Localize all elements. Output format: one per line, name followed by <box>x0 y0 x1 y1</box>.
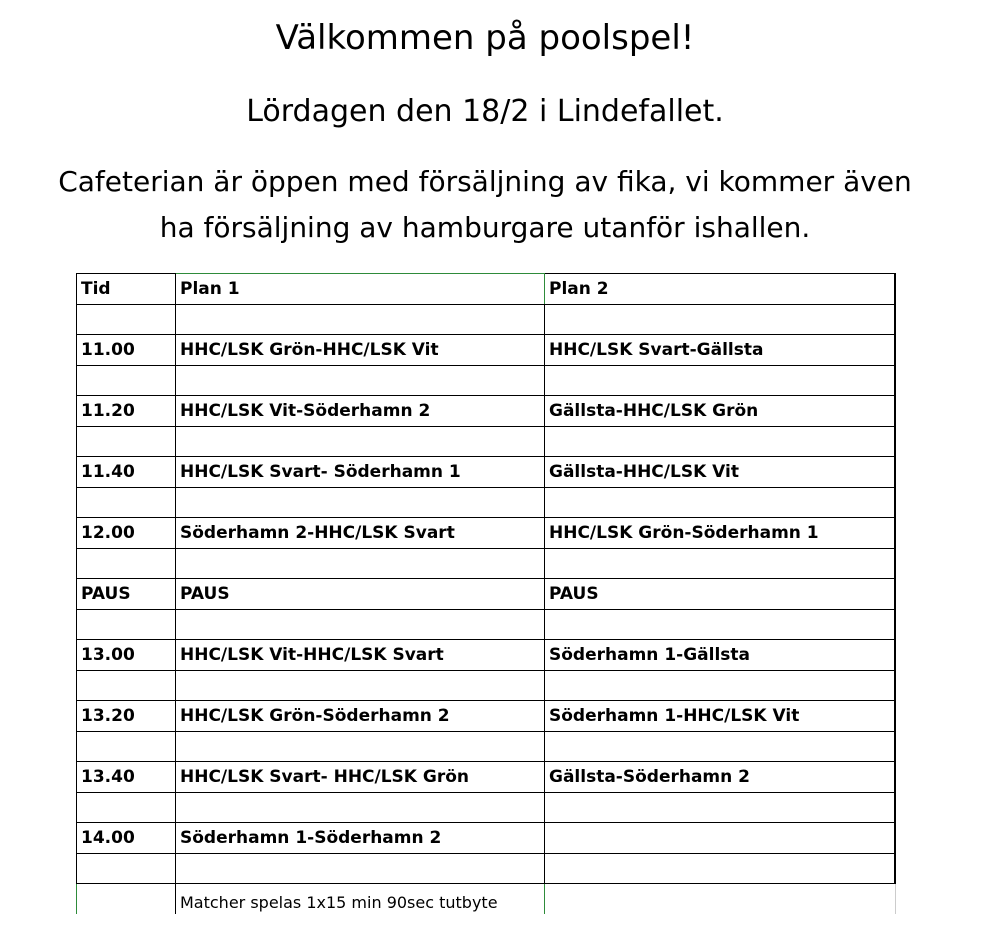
table-spacer-row <box>77 549 896 579</box>
spacer-cell <box>77 305 176 335</box>
spacer-cell <box>545 610 896 640</box>
plan-2-match-cell: PAUS <box>545 579 896 610</box>
table-spacer-row <box>77 427 896 457</box>
spacer-cell <box>176 305 545 335</box>
table-footer-row <box>77 884 896 915</box>
spacer-cell <box>176 366 545 396</box>
table-row <box>77 518 896 549</box>
spacer-cell <box>77 366 176 396</box>
spacer-cell <box>77 793 176 823</box>
table-row <box>77 823 896 854</box>
plan-1-match-cell: HHC/LSK Grön-HHC/LSK Vit <box>176 335 545 366</box>
header-plan-1: Plan 1 <box>176 274 545 305</box>
spacer-cell <box>176 610 545 640</box>
spacer-cell <box>77 610 176 640</box>
table-row <box>77 762 896 793</box>
schedule-table <box>76 273 896 914</box>
time-cell: PAUS <box>77 579 176 610</box>
table-row <box>77 701 896 732</box>
page-title: Välkommen på poolspel! <box>275 18 695 58</box>
spacer-cell <box>545 366 896 396</box>
table-row <box>77 640 896 671</box>
table-spacer-row <box>77 793 896 823</box>
table-spacer-row <box>77 305 896 335</box>
table-spacer-row <box>77 671 896 701</box>
plan-1-match-cell: HHC/LSK Svart- Söderhamn 1 <box>176 457 545 488</box>
plan-1-match-cell: PAUS <box>176 579 545 610</box>
spacer-cell <box>176 488 545 518</box>
spacer-cell <box>176 671 545 701</box>
table-spacer-row <box>77 488 896 518</box>
spacer-cell <box>77 732 176 762</box>
time-cell: 13.40 <box>77 762 176 793</box>
table-spacer-row <box>77 854 896 884</box>
spacer-cell <box>176 549 545 579</box>
plan-1-match-cell: HHC/LSK Grön-Söderhamn 2 <box>176 701 545 732</box>
spacer-cell <box>77 549 176 579</box>
spacer-cell <box>545 488 896 518</box>
plan-1-match-cell: HHC/LSK Vit-Söderhamn 2 <box>176 396 545 427</box>
time-cell: 12.00 <box>77 518 176 549</box>
spacer-cell <box>176 427 545 457</box>
time-cell: 14.00 <box>77 823 176 854</box>
plan-2-match-cell: Söderhamn 1-Gällsta <box>545 640 896 671</box>
header-time: Tid <box>77 274 176 305</box>
plan-2-match-cell: Söderhamn 1-HHC/LSK Vit <box>545 701 896 732</box>
time-cell: 13.20 <box>77 701 176 732</box>
spacer-cell <box>545 732 896 762</box>
plan-1-match-cell: HHC/LSK Vit-HHC/LSK Svart <box>176 640 545 671</box>
spacer-cell <box>545 671 896 701</box>
table-header-row <box>77 274 896 305</box>
plan-2-match-cell: Gällsta-Söderhamn 2 <box>545 762 896 793</box>
plan-2-match-cell: HHC/LSK Svart-Gällsta <box>545 335 896 366</box>
plan-2-match-cell: Gällsta-HHC/LSK Vit <box>545 457 896 488</box>
table-row <box>77 457 896 488</box>
table-spacer-row <box>77 732 896 762</box>
plan-2-match-cell: HHC/LSK Grön-Söderhamn 1 <box>545 518 896 549</box>
spacer-cell <box>77 671 176 701</box>
spacer-cell <box>77 854 176 884</box>
spacer-cell <box>176 732 545 762</box>
plan-1-match-cell: Söderhamn 1-Söderhamn 2 <box>176 823 545 854</box>
time-cell: 13.00 <box>77 640 176 671</box>
spacer-cell <box>77 488 176 518</box>
spacer-cell <box>176 793 545 823</box>
plan-1-match-cell: HHC/LSK Svart- HHC/LSK Grön <box>176 762 545 793</box>
plan-1-match-cell: Söderhamn 2-HHC/LSK Svart <box>176 518 545 549</box>
footer-empty-cell <box>545 884 896 915</box>
event-date-subtitle: Lördagen den 18/2 i Lindefallet. <box>246 94 724 129</box>
spacer-cell <box>545 549 896 579</box>
spacer-cell <box>176 854 545 884</box>
table-row <box>77 579 896 610</box>
table-row <box>77 396 896 427</box>
table-spacer-row <box>77 610 896 640</box>
spacer-cell <box>545 305 896 335</box>
time-cell: 11.20 <box>77 396 176 427</box>
table-row <box>77 335 896 366</box>
spacer-cell <box>545 854 896 884</box>
time-cell: 11.40 <box>77 457 176 488</box>
spacer-cell <box>545 427 896 457</box>
spacer-cell <box>77 427 176 457</box>
plan-2-match-cell <box>545 823 896 854</box>
time-cell: 11.00 <box>77 335 176 366</box>
footer-empty-cell <box>77 884 176 915</box>
table-spacer-row <box>77 366 896 396</box>
header-plan-2: Plan 2 <box>545 274 896 305</box>
plan-2-match-cell: Gällsta-HHC/LSK Grön <box>545 396 896 427</box>
spacer-cell <box>545 793 896 823</box>
cafeteria-info-line-2: ha försäljning av hamburgare utanför ishallen. <box>159 211 811 244</box>
cafeteria-info-line-1: Cafeterian är öppen med försäljning av fika, vi kommer även <box>58 165 912 198</box>
match-rules-note: Matcher spelas 1x15 min 90sec tutbyte <box>176 884 545 915</box>
